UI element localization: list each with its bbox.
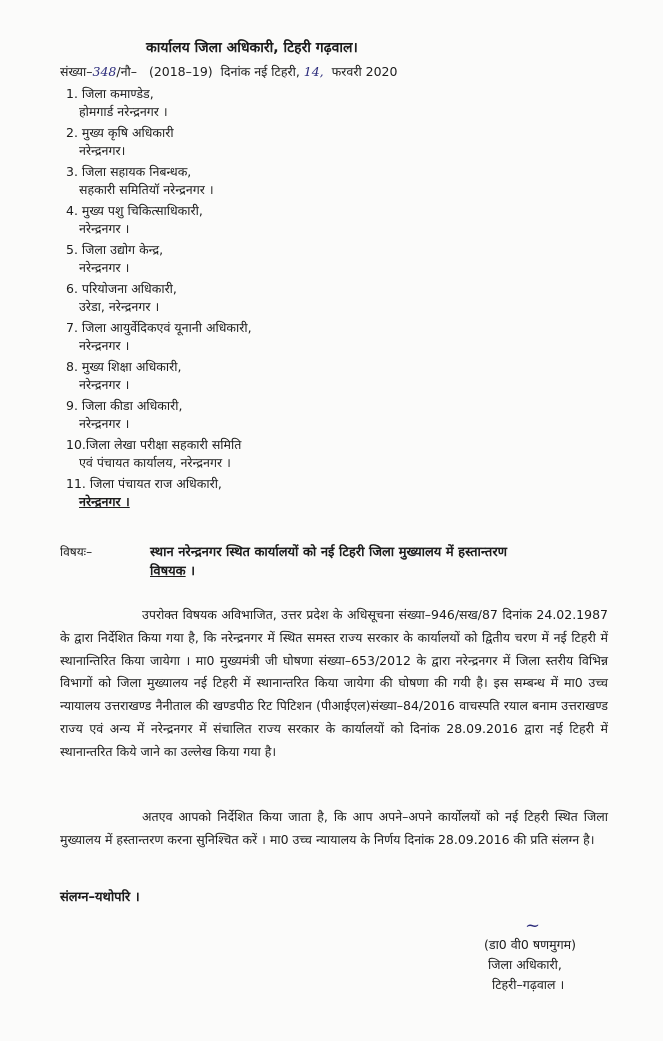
ref-year: (2018–19) — [148, 64, 213, 79]
subject-line-1: स्थान नरेन्द्रनगर स्थित कार्यालयों को नई टिहरी जिला मुख्यालय में हस्तान्तरण — [150, 545, 508, 560]
date-label: दिनांक नई टिहरी, — [220, 64, 300, 79]
signature-block — [484, 935, 576, 995]
body-paragraph-1: उपरोक्त विषयक अविभाजित, उत्तर प्रदेश के अधिसूचना संख्या–946/सख/87 दिनांक 24.02.1987 के द्वारा निर्देशित किया गया है, कि नरेन्द्रनगर में स्थित समस्त राज्य सरकार के कार्यालयों को द्वितीय चरण में नई टिहरी में स्थानान्तिरित किया जायेगा । मा0 मुख्यमंत्री जी घोषणा संख्या–653/2012 के द्वारा नरेन्द्रनगर में जिला स्तरीय विभिन्न विभागों को जिला मुख्यालय नई टिहरी में स्थानान्तरित किया जायेगा की घोषणा की गयी है। इस सम्बन्ध में मा0 उच्च न्यायालय उत्तराखण्ड नैनीताल की खण्डपीठ रिट पिटिशन (पीआईएल)संख्या–84/2016 वाचस्पति रयाल बनाम उत्तराखण्ड राज्य एवं अन्य में नरेन्द्रनगर में संचालित राज्य सरकार के कार्यालयों को दिनांक 28.09.2016 द्वारा नई टिहरी में स्थानान्तरित किये जाने का उल्लेख किया गया है। — [60, 607, 608, 759]
signatory-name: (डा0 वी0 षणमुगम) — [484, 937, 576, 952]
office-title: कार्यालय जिला अधिकारी, टिहरी गढ़वाल। — [146, 40, 358, 56]
date-month-year: फरवरी 2020 — [331, 64, 398, 79]
addressee-item: 10.जिला लेखा परीक्षा सहकारी समिति एवं पंचायत कार्यालय, नरेन्द्रनगर । — [66, 437, 242, 470]
addressee-item: 1. जिला कमाण्डेड, होमगार्ड नरेन्द्रनगर । — [66, 86, 168, 119]
addressee-item: 2. मुख्य कृषि अधिकारी नरेन्द्रनगर। — [66, 125, 174, 158]
date-day: 14, — [303, 64, 324, 79]
signatory-place: टिहरी–गढ़वाल । — [492, 977, 565, 992]
ref-number: 348 — [92, 64, 117, 79]
addressee-item: 3. जिला सहायक निबन्धक, सहकारी समितियॉ नरेन्द्रनगर । — [66, 164, 214, 197]
addressee-item: 9. जिला कीडा अधिकारी, नरेन्द्रनगर । — [66, 398, 183, 431]
subject-label: विषयः– — [60, 545, 93, 559]
body-paragraph-2: अतएव आपको निर्देशित किया जाता है, कि आप अपने–अपने कार्योलयों को नई टिहरी स्थित जिला मुख्यालय में हस्तान्तरण करना सुनिश्चित करें । मा0 उच्च न्यायालय के निर्णय दिनांक 28.09.2016 की प्रति संलग्न है। — [60, 809, 608, 847]
ref-suffix: /नौ– — [116, 64, 138, 79]
addressee-item: 5. जिला उद्योग केन्द्र, नरेन्द्रनगर । — [66, 242, 164, 275]
addressee-item: 11. जिला पंचायत राज अधिकारी, नरेन्द्रनगर । — [66, 476, 222, 509]
addressee-item: 4. मुख्य पशु चिकित्साधिकारी, नरेन्द्रनगर । — [66, 203, 203, 236]
addressee-item: 7. जिला आयुर्वेदिकएवं यूनानी अधिकारी, नरेन्द्रनगर । — [66, 320, 252, 353]
addressee-list — [66, 85, 486, 514]
subject-line-2: विषयक । — [150, 564, 196, 579]
addressee-item: 6. परियोजना अधिकारी, उरेडा, नरेन्द्रनगर । — [66, 281, 177, 314]
signature-scribble: ~ — [525, 915, 541, 936]
enclosure-note: संलग्न–यथोपरि । — [60, 890, 140, 905]
subject-text — [150, 543, 507, 581]
addressee-item: 8. मुख्य शिक्षा अधिकारी, नरेन्द्रनगर । — [66, 359, 182, 392]
signatory-designation: जिला अधिकारी, — [488, 957, 562, 972]
reference-line — [60, 64, 397, 80]
ref-prefix: संख्या– — [60, 64, 93, 79]
